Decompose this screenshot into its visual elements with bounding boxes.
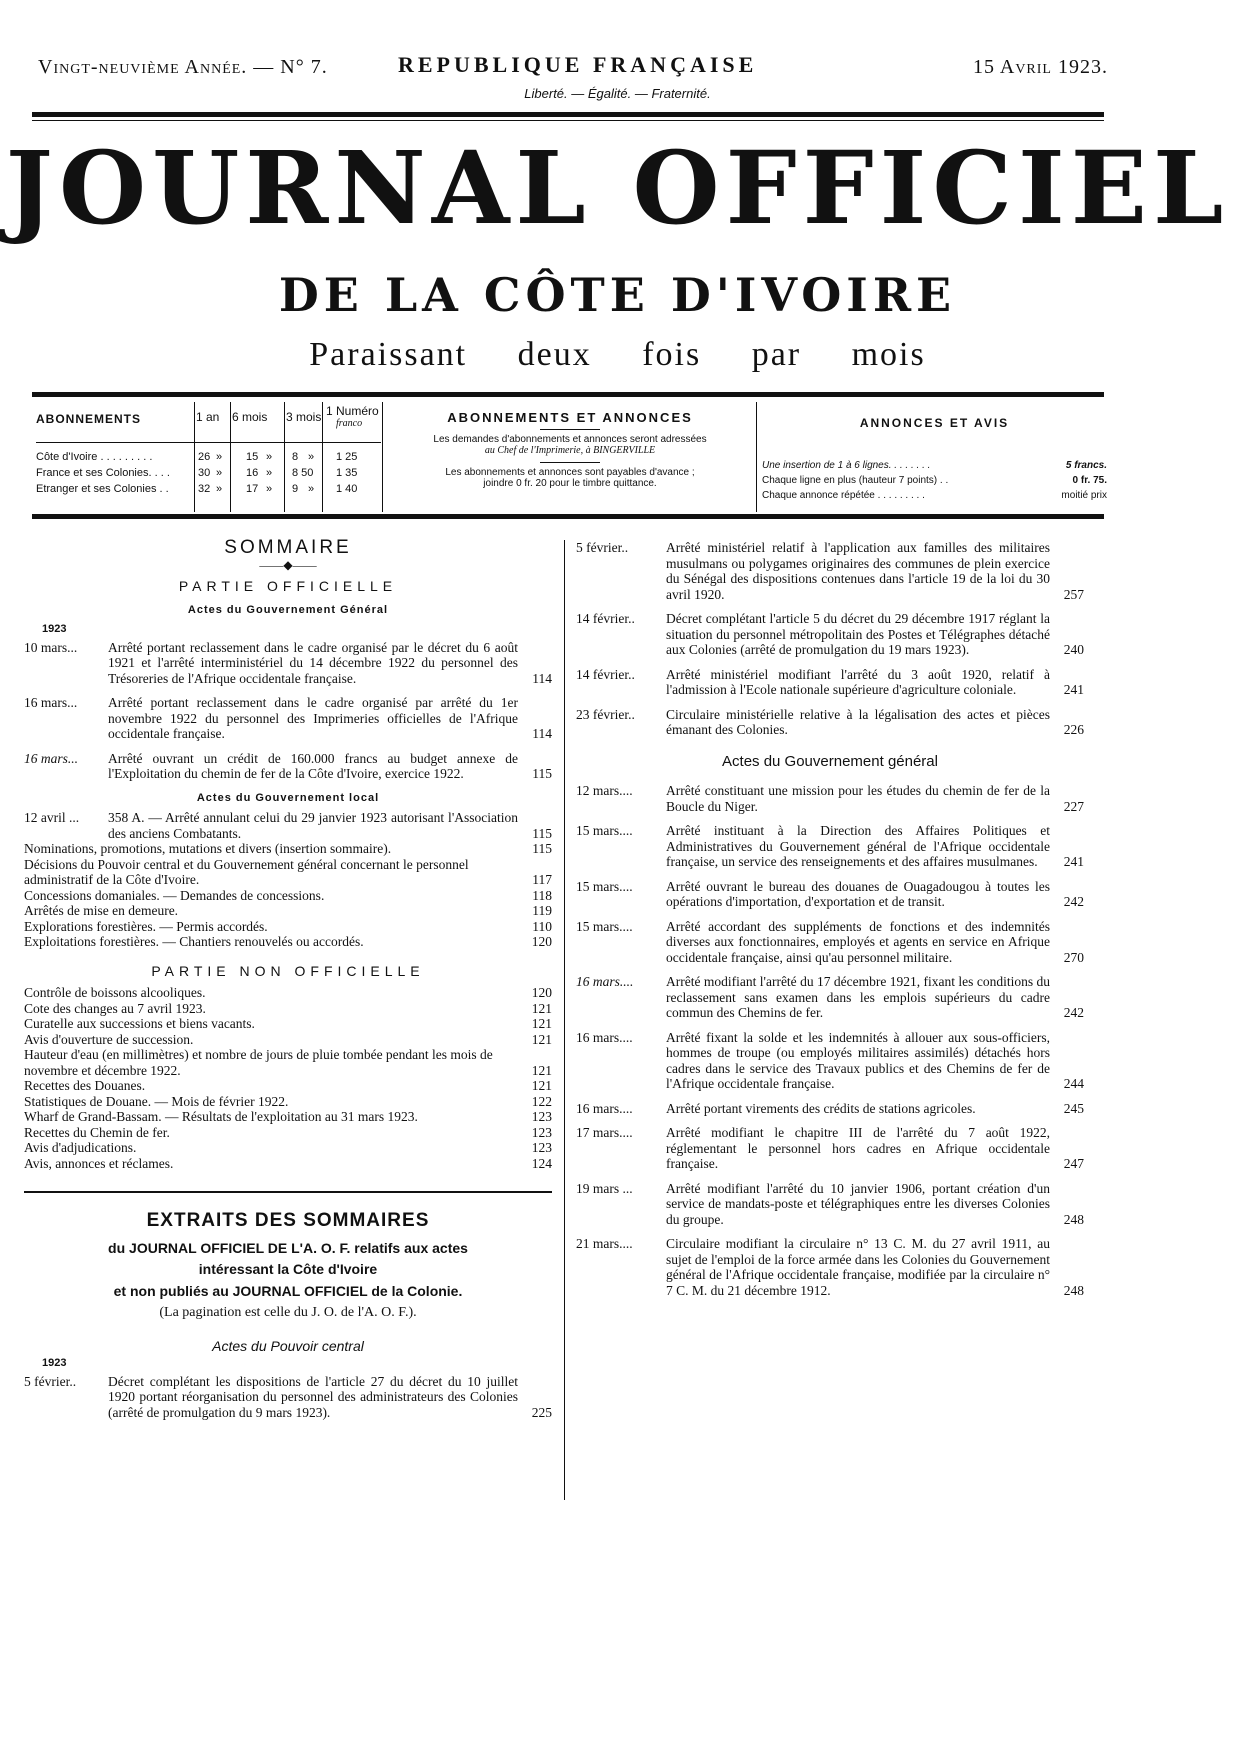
- entry-page: 115: [532, 766, 552, 781]
- extraits-entry: [576, 540, 1084, 602]
- annonce-price: 0 fr. 75.: [1072, 475, 1107, 486]
- price-1an: 30: [198, 467, 211, 479]
- entry-page: 270: [1063, 949, 1084, 965]
- partie-non-officielle: PARTIE NON OFFICIELLE: [151, 962, 425, 979]
- entry-text: Arrêté instituant à la Direction des Affaires Politiques et Administratives du Gouvernement général de l'Afrique occidentale française, un service des renseignements et des affaires musulmanes.: [666, 823, 1050, 869]
- subscription-info: [384, 402, 756, 512]
- annonce-label: Chaque ligne en plus (hauteur 7 points) . .: [762, 475, 949, 486]
- annonce-label: Une insertion de 1 à 6 lignes. . . . . . . .: [762, 460, 931, 471]
- column-divider: [564, 540, 565, 1500]
- top-rule: [32, 112, 1104, 117]
- extraits-entry: [576, 707, 1084, 738]
- entry-date: 16 mars....: [576, 974, 634, 989]
- price-6mois: 17: [246, 483, 259, 495]
- entry-text: Arrêté constituant une mission pour les études du chemin de fer de la Boucle du Niger.: [666, 783, 1050, 814]
- republic-label: REPUBLIQUE FRANÇAISE: [398, 52, 758, 77]
- sommaire-item: [24, 1032, 552, 1048]
- sommaire-item: [24, 1125, 552, 1141]
- entry-date: 21 mars....: [576, 1236, 633, 1251]
- item-page: 120: [531, 934, 552, 949]
- entry-text: Arrêté ministériel modifiant l'arrêté du 3 août 1920, relatif à l'admission à l'Ecole nationale supérieure d'agriculture coloniale.: [666, 666, 1050, 697]
- entry-page: 115: [532, 825, 552, 841]
- subs-divider-a: [382, 402, 383, 512]
- gov-local-heading: Actes du Gouvernement local: [196, 791, 380, 804]
- price-1an: 26: [198, 451, 211, 463]
- edition-number: Vingt-neuvième Année. — N° 7.: [38, 56, 328, 78]
- sommaire-item: [24, 1078, 552, 1094]
- center-heading: ABONNEMENTS ET ANNONCES: [447, 410, 693, 425]
- entry-text: Arrêté modifiant l'arrêté du 10 janvier 1906, portant création d'un service de mandats-poste et télégraphiques entre les diverses Colonies du groupe.: [666, 1180, 1050, 1227]
- journal-title: JOURNAL OFFICIEL: [5, 129, 1230, 247]
- subscription-rates: [36, 402, 381, 512]
- extraits-line-4: (La pagination est celle du J. O. de l'A. O. F.).: [159, 1305, 417, 1320]
- sommaire-item: [24, 1047, 552, 1078]
- item-page: 123: [531, 1109, 552, 1124]
- entry-text: Décret complétant l'article 5 du décret du 29 décembre 1917 réglant la situation du personnel métropolitain des Postes et Télégraphes détaché aux Colonies (arrêté de promulgation du 19 mars 1923).: [666, 611, 1050, 657]
- entry-date: 16 mars....: [576, 1100, 633, 1116]
- col-franco: franco: [336, 418, 363, 429]
- center-dash-2: [540, 462, 600, 463]
- sommaire-item: [24, 985, 552, 1001]
- entry-date: 14 février..: [576, 666, 635, 682]
- masthead-top: [38, 52, 1108, 82]
- item-text: Concessions domaniales. — Demandes de concessions.: [24, 887, 325, 903]
- center-text-1: Les demandes d'abonnements et annonces seront adressées: [433, 434, 707, 445]
- entry-text: Arrêté ministériel relatif à l'application aux familles des militaires musulmans ou polygames originaires des communes de plein exercice du Sénégal des dispositions contenues dans l'article 19 de la loi du 30 avril 1920.: [666, 540, 1050, 602]
- extraits-title: EXTRAITS DES SOMMAIRES: [146, 1210, 430, 1231]
- price-mark: »: [308, 451, 315, 463]
- extraits-entry: [576, 1181, 1084, 1228]
- subs-rule-top: [32, 392, 1104, 397]
- entry-date: 15 mars....: [576, 823, 633, 838]
- entry-page: 225: [531, 1404, 552, 1420]
- subscription-row: [36, 482, 381, 498]
- item-text: Hauteur d'eau (en millimètres) et nombre de jours de pluie tombée pendant les mois de novembre et décembre 1922.: [24, 1047, 493, 1078]
- entry-text: Circulaire ministérielle relative à la légalisation des actes et pièces émanant des Colonies.: [666, 706, 1050, 737]
- entry-text: Décret complétant les dispositions de l'article 27 du décret du 10 juillet 1920 portant réorganisation du personnel des administrateurs des Colonies (arrêté de promulgation du 9 mars 1923).: [108, 1373, 518, 1420]
- subscription-rows: [36, 450, 381, 498]
- col-6mois: 6 mois: [232, 410, 268, 424]
- entry-text: Arrêté modifiant l'arrêté du 17 décembre 1921, fixant les conditions du reclassement sans examen dans les emplois supérieurs du cadre commun des Chemins de fer.: [666, 974, 1050, 1020]
- center-text-4: joindre 0 fr. 20 pour le timbre quittance.: [483, 478, 657, 489]
- pouvoir-central-heading: Actes du Pouvoir central: [212, 1337, 364, 1354]
- price-numero: 1 25: [336, 451, 358, 463]
- entry-page: 227: [1063, 798, 1084, 814]
- entry-date: 5 février..: [24, 1373, 77, 1389]
- price-6mois: 16: [246, 467, 259, 479]
- entry-date: 16 mars....: [576, 1029, 633, 1045]
- price-3mois: 8: [292, 451, 299, 463]
- extraits-line-3: et non publiés au JOURNAL OFFICIEL de la Colonie.: [113, 1282, 463, 1299]
- item-page: 119: [532, 903, 552, 918]
- sommaire-item: [24, 1001, 552, 1017]
- ornament: ——◆——: [259, 557, 317, 572]
- entry-text: Arrêté portant virements des crédits de stations agricoles.: [666, 1100, 976, 1116]
- extraits-entry: [24, 1374, 552, 1421]
- item-text: Avis, annonces et réclames.: [24, 1155, 174, 1171]
- item-page: 121: [531, 1016, 552, 1031]
- item-text: Contrôle de boissons alcooliques.: [24, 985, 206, 1000]
- subs-rule-bottom: [32, 514, 1104, 519]
- entry-text: Arrêté accordant des suppléments de fonctions et des indemnités diverses aux fonctionnaires, employés et agents en service en Afrique occidentale française, ainsi qu'au personnel militaire.: [666, 918, 1050, 965]
- sommaire-item: [24, 903, 552, 919]
- price-6mois: 15: [246, 451, 259, 463]
- extraits-entry: [576, 783, 1084, 814]
- entry-text: 358 A. — Arrêté annulant celui du 29 janvier 1923 autorisant l'Association des anciens Combatants.: [108, 810, 518, 841]
- entry-date: 15 mars....: [576, 878, 633, 894]
- sommaire-item: [24, 857, 552, 888]
- item-text: Recettes du Chemin de fer.: [24, 1124, 170, 1140]
- partie-officielle: PARTIE OFFICIELLE: [178, 578, 398, 594]
- subscriptions-heading: ABONNEMENTS: [36, 412, 142, 426]
- year-heading: 1923: [42, 1357, 67, 1369]
- entry-text: Arrêté fixant la solde et les indemnités à allouer aux sous-officiers, hommes de troupe (ou employés militaires assimilés) détachés hors cadres dans le service des Travaux publics et des Chemins de fer de l'Afrique occidentale française.: [666, 1029, 1050, 1091]
- sommaire-item: [24, 1016, 552, 1032]
- price-numero: 1 35: [336, 467, 358, 479]
- entry-page: 244: [1063, 1076, 1084, 1091]
- top-rule-thin: [32, 120, 1104, 121]
- sommaire-entry: [24, 810, 552, 841]
- entry-date: 16 mars...: [24, 750, 79, 766]
- sommaire-item: [24, 888, 552, 904]
- extraits-line-1: du JOURNAL OFFICIEL DE L'A. O. F. relatifs aux actes: [108, 1239, 468, 1256]
- entry-page: 248: [1063, 1211, 1084, 1227]
- annonce-row: [762, 473, 1107, 488]
- sommaire-item: [24, 841, 552, 857]
- item-page: 121: [531, 1078, 552, 1093]
- sommaire-column: [24, 537, 552, 1429]
- item-page: 118: [532, 887, 552, 903]
- subscription-row: [36, 450, 381, 466]
- entry-text: Arrêté modifiant le chapitre III de l'arrêté du 7 août 1922, réglementant le personnel hors cadres en Afrique occidentale française.: [666, 1125, 1050, 1171]
- entry-page: 114: [532, 726, 552, 741]
- item-page: 120: [531, 985, 552, 1000]
- entry-date: 16 mars...: [24, 695, 78, 710]
- annonce-row: [762, 488, 1107, 503]
- annonces-rates: [762, 402, 1107, 512]
- entry-date: 10 mars...: [24, 639, 78, 655]
- extraits-entry: [576, 667, 1084, 698]
- annonce-label: Chaque annonce répétée . . . . . . . . .: [762, 490, 925, 501]
- price-mark: »: [216, 451, 223, 463]
- item-text: Recettes des Douanes.: [24, 1078, 146, 1093]
- subs-divider-b: [756, 402, 757, 512]
- price-numero: 1 40: [336, 483, 358, 495]
- row-label: Etranger et ses Colonies . .: [36, 483, 169, 495]
- sommaire-item: [24, 1140, 552, 1156]
- price-mark: »: [216, 483, 223, 495]
- extraits-entry: [576, 1125, 1084, 1172]
- extraits-entry: [576, 919, 1084, 966]
- entry-page: 240: [1063, 642, 1084, 657]
- extraits-entry: [576, 611, 1084, 658]
- annonce-price: moitié prix: [1061, 490, 1107, 501]
- motto: Liberté. — Égalité. — Fraternité.: [524, 86, 711, 101]
- entry-text: Arrêté portant reclassement dans le cadre organisé par arrêté du 1er novembre 1922 du personnel des Imprimeries officielles de l'Afrique occidentale française.: [108, 695, 518, 741]
- item-text: Avis d'adjudications.: [24, 1140, 137, 1155]
- annonces-rows: [762, 458, 1107, 503]
- item-page: 110: [532, 918, 552, 934]
- price-3mois: 9: [292, 483, 299, 495]
- sommaire-entry: [24, 695, 552, 742]
- entry-page: 247: [1063, 1156, 1084, 1171]
- price-1an: 32: [198, 483, 211, 495]
- entry-text: Arrêté ouvrant un crédit de 160.000 francs au budget annexe de l'Exploitation du chemin de fer de la Côte d'Ivoire, exercice 1922.: [108, 750, 518, 781]
- item-text: Wharf de Grand-Bassam. — Résultats de l'exploitation au 31 mars 1923.: [24, 1109, 418, 1124]
- item-text: Nominations, promotions, mutations et divers (insertion sommaire).: [24, 841, 392, 856]
- subscription-row: [36, 466, 381, 482]
- entry-page: 114: [532, 670, 552, 686]
- item-page: 123: [531, 1124, 552, 1140]
- item-page: 121: [531, 1062, 552, 1078]
- entry-page: 257: [1063, 586, 1084, 602]
- extraits-column: [576, 540, 1084, 1307]
- gov-general-heading: Actes du Gouvernement Général: [187, 603, 389, 616]
- entry-date: 12 avril ...: [24, 810, 80, 825]
- row-label: Côte d'Ivoire . . . . . . . . .: [36, 451, 153, 463]
- row-label: France et ses Colonies. . . .: [36, 467, 170, 479]
- item-text: Décisions du Pouvoir central et du Gouvernement général concernant le personnel administratif de la Côte d'Ivoire.: [24, 856, 469, 887]
- item-text: Exploitations forestières. — Chantiers renouvelés ou accordés.: [24, 934, 364, 949]
- entry-date: 15 mars....: [576, 918, 633, 934]
- entry-text: Arrêté ouvrant le bureau des douanes de Ouagadougou à toutes les opérations d'importation, d'exportation et de transit.: [666, 878, 1050, 909]
- price-3mois: 8 50: [292, 467, 314, 479]
- price-mark: »: [266, 483, 273, 495]
- entry-date: 17 mars....: [576, 1125, 633, 1140]
- annonce-price: 5 francs.: [1065, 460, 1107, 471]
- item-text: Arrêtés de mise en demeure.: [24, 903, 179, 918]
- publication-frequency: Paraissant deux fois par mois: [309, 336, 926, 373]
- entry-page: 242: [1063, 1005, 1084, 1020]
- annonce-row: [762, 458, 1107, 473]
- entry-date: 12 mars....: [576, 783, 633, 798]
- center-text-3: Les abonnements et annonces sont payables d'avance ;: [445, 467, 695, 478]
- sommaire-entry: [24, 751, 552, 782]
- price-mark: »: [308, 483, 315, 495]
- entry-page: 241: [1063, 854, 1084, 869]
- extraits-entry: [576, 1236, 1084, 1298]
- gov-general-heading-right: Actes du Gouvernement général: [722, 752, 938, 770]
- sommaire-item: [24, 1156, 552, 1172]
- entry-date: 19 mars ...: [576, 1180, 633, 1196]
- journal-subtitle: DE LA CÔTE D'IVOIRE: [278, 268, 957, 322]
- item-text: Avis d'ouverture de succession.: [24, 1031, 194, 1047]
- entry-date: 14 février..: [576, 611, 635, 626]
- entry-page: 248: [1063, 1282, 1084, 1298]
- item-page: 115: [532, 841, 552, 856]
- item-text: Curatelle aux successions et biens vacants.: [24, 1016, 255, 1031]
- item-text: Explorations forestières. — Permis accordés.: [24, 918, 268, 934]
- extraits-line-2: intéressant la Côte d'Ivoire: [198, 1261, 378, 1277]
- entry-page: 241: [1063, 682, 1084, 697]
- extraits-entry: [576, 974, 1084, 1021]
- extraits-entry: [576, 1030, 1084, 1092]
- item-page: 121: [531, 1031, 552, 1047]
- sommaire-entry: [24, 640, 552, 687]
- subs-head-rule: [36, 442, 381, 443]
- entry-text: Arrêté portant reclassement dans le cadre organisé par le décret du 6 août 1921 et l'arrêté interministériel du 14 décembre 1922 du personnel des Trésoreries de l'Afrique occidentale française.: [108, 639, 518, 686]
- extraits-entry: [576, 823, 1084, 870]
- issue-date: 15 Avril 1923.: [972, 56, 1108, 78]
- entry-text: Circulaire modifiant la circulaire n° 13 C. M. du 27 avril 1911, au sujet de l'emploi de la force armée dans les Colonies du Gouvernement général de l'Afrique occidentale française, modifiée par la circulaire n° 7 C. M. du 21 décembre 1912.: [666, 1236, 1050, 1298]
- item-page: 117: [532, 872, 552, 887]
- sommaire-title: SOMMAIRE: [224, 537, 352, 558]
- entry-page: 226: [1063, 722, 1084, 737]
- col-3mois: 3 mois: [286, 410, 322, 424]
- sommaire-item: [24, 919, 552, 935]
- extraits-entry: [576, 1101, 1084, 1117]
- center-dash: [540, 429, 600, 430]
- sommaire-item: [24, 1109, 552, 1125]
- price-mark: »: [266, 451, 273, 463]
- col-1an: 1 an: [196, 410, 220, 424]
- entry-page: 242: [1063, 894, 1084, 909]
- year-heading: 1923: [42, 623, 67, 635]
- price-mark: »: [216, 467, 223, 479]
- price-mark: »: [266, 467, 273, 479]
- entry-page: 245: [1063, 1100, 1084, 1116]
- item-page: 122: [531, 1093, 552, 1109]
- entry-date: 23 février..: [576, 706, 635, 722]
- entry-date: 5 février..: [576, 540, 629, 555]
- annonces-heading: ANNONCES ET AVIS: [859, 416, 1010, 430]
- sommaire-item: [24, 934, 552, 950]
- col-numero: 1 Numéro: [326, 404, 379, 418]
- item-text: Statistiques de Douane. — Mois de février 1922.: [24, 1093, 289, 1109]
- item-text: Cote des changes au 7 avril 1923.: [24, 1000, 206, 1016]
- item-page: 121: [531, 1000, 552, 1016]
- center-text-2: au Chef de l'Imprimerie, à BINGERVILLE: [484, 445, 656, 456]
- section-rule: [24, 1191, 552, 1193]
- item-page: 123: [531, 1140, 552, 1155]
- sommaire-item: [24, 1094, 552, 1110]
- item-page: 124: [531, 1155, 552, 1171]
- extraits-entry: [576, 879, 1084, 910]
